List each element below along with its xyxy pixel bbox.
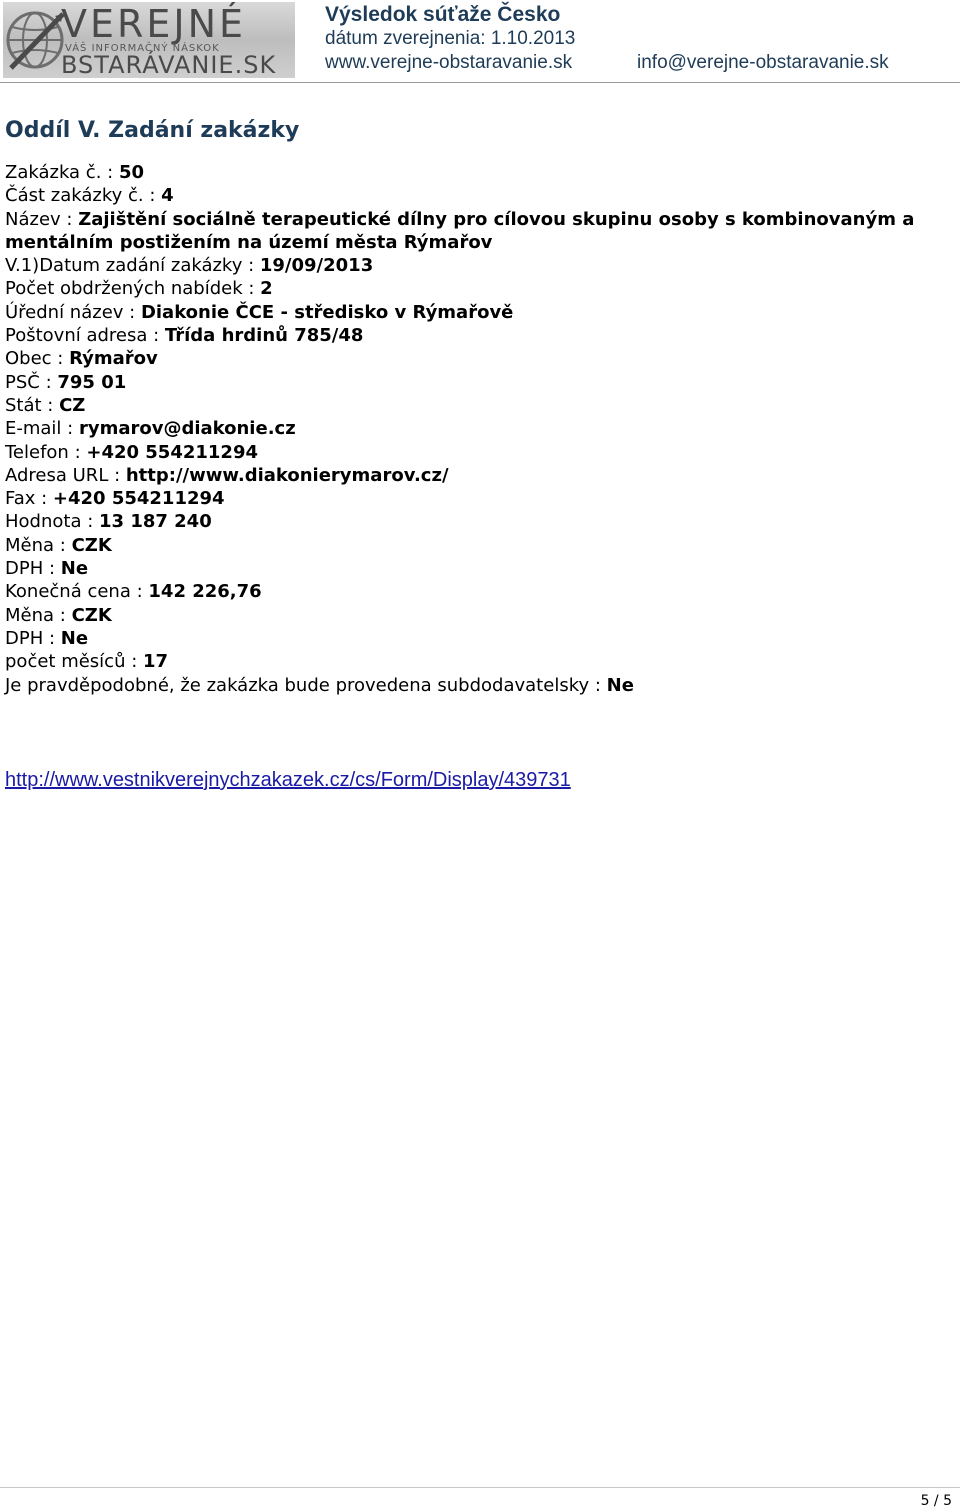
field-cast-zakazky <box>5 184 955 207</box>
field-obec <box>5 347 955 370</box>
field-value: 142 226,76 <box>148 581 262 603</box>
field-value: CZK <box>71 534 112 556</box>
field-value: rymarov@diakonie.cz <box>78 418 296 440</box>
field-label: DPH : <box>5 627 61 649</box>
field-value: +420 554211294 <box>86 441 259 463</box>
field-label: Stát : <box>5 394 60 416</box>
field-fax <box>5 487 955 510</box>
header-publish-date: dátum zverejnenia: 1.10.2013 <box>325 28 576 49</box>
logo-word-top: VEREJNÉ <box>61 2 247 46</box>
field-datum-zadani <box>5 254 955 277</box>
header-email-link[interactable]: info@verejne-obstaravanie.sk <box>637 52 889 73</box>
header-title: Výsledok súťaže Česko <box>325 3 561 26</box>
field-value: http://www.diakonierymarov.cz/ <box>125 464 449 486</box>
field-uredni-nazev <box>5 301 955 324</box>
field-konecna-cena <box>5 580 955 603</box>
field-value: 13 187 240 <box>99 511 212 533</box>
field-value: 19/09/2013 <box>259 255 374 277</box>
field-dph-1 <box>5 557 955 580</box>
field-value: Třída hrdinů 785/48 <box>164 325 364 347</box>
field-subdodavatele <box>5 674 955 697</box>
page-footer-divider <box>0 1487 960 1488</box>
field-label: DPH : <box>5 558 61 580</box>
field-label: Hodnota : <box>5 511 99 533</box>
field-value: 795 01 <box>57 371 127 393</box>
field-value: Zajištění sociálně terapeutické dílny pro cílovou skupinu osoby s kombinovaným a mentálním postižením na území města Rýmařov <box>5 208 915 253</box>
field-label: Konečná cena : <box>5 581 149 603</box>
field-value: Diakonie ČCE - středisko v Rýmařově <box>140 301 514 323</box>
field-value: Ne <box>606 674 634 696</box>
field-postovni-adresa <box>5 324 955 347</box>
contract-details <box>5 161 955 697</box>
field-label: Obec : <box>5 348 70 370</box>
field-value: +420 554211294 <box>52 488 225 510</box>
logo-word-bottom: BSTARÁVANIE.SK <box>61 51 277 78</box>
field-value: CZK <box>71 604 112 626</box>
field-value: 2 <box>260 278 273 300</box>
field-email <box>5 417 955 440</box>
field-label: Počet obdržených nabídek : <box>5 278 261 300</box>
field-value: Ne <box>60 627 89 649</box>
field-adresa-url <box>5 464 955 487</box>
field-label: Fax : <box>5 488 53 510</box>
field-label: E-mail : <box>5 418 79 440</box>
field-mena-1 <box>5 534 955 557</box>
field-label: Poštovní adresa : <box>5 325 165 347</box>
field-value: 50 <box>118 162 144 183</box>
logo[interactable] <box>3 2 295 78</box>
field-value: CZ <box>59 394 86 416</box>
field-pocet-mesicu <box>5 650 955 673</box>
field-hodnota <box>5 510 955 533</box>
field-stat <box>5 394 955 417</box>
source-link[interactable]: http://www.vestnikverejnychzakazek.cz/cs/Form/Display/439731 <box>5 769 571 791</box>
field-value: 17 <box>143 651 169 673</box>
field-value: 4 <box>161 185 174 207</box>
header-website-link[interactable]: www.verejne-obstaravanie.sk <box>325 52 573 73</box>
field-label: Adresa URL : <box>5 464 126 486</box>
page-header <box>0 0 960 84</box>
field-label: PSČ : <box>5 371 58 393</box>
field-label: Úřední název : <box>5 301 141 323</box>
field-dph-2 <box>5 627 955 650</box>
field-label: Měna : <box>5 604 72 626</box>
page-number: 5 / 5 <box>920 1493 952 1509</box>
field-label: V.1)Datum zadání zakázky : <box>5 255 260 277</box>
field-pocet-nabidek <box>5 277 955 300</box>
field-nazev <box>5 208 955 255</box>
field-value: Rýmařov <box>69 348 158 370</box>
field-label: Část zakázky č. : <box>5 185 162 207</box>
section-title: Oddíl V. Zadání zakázky <box>5 118 300 143</box>
field-label: počet měsíců : <box>5 651 143 673</box>
field-label: Název : <box>5 208 79 230</box>
field-label: Je pravděpodobné, že zakázka bude provedena subdodavatelsky : <box>5 674 607 696</box>
field-label: Zakázka č. : <box>5 162 119 183</box>
field-value: Ne <box>60 558 89 580</box>
field-telefon <box>5 441 955 464</box>
field-zakazka <box>5 161 955 184</box>
field-label: Telefon : <box>5 441 87 463</box>
field-mena-2 <box>5 604 955 627</box>
header-divider <box>0 82 960 83</box>
field-label: Měna : <box>5 534 72 556</box>
field-psc <box>5 371 955 394</box>
logo-tagline: VÁŠ INFORMAČNÝ NÁSKOK <box>65 43 220 54</box>
